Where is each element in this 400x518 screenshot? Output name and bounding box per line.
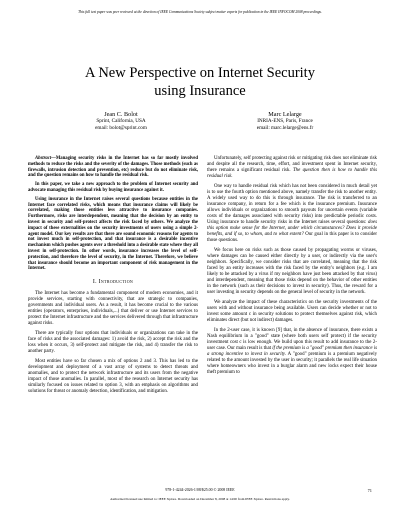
abstract-label: Abstract— [35, 156, 56, 161]
body-paragraph-5: In the 2-user case, it is known [9] that, in the absence of insurance, there exists a Nash equilibrium in a "good" state (where both users self protect) if the security investment cost c is low enough. We build upon this result to add insurance to the 2-user case. Our main result is that if the premium is a "good" premium then insurance is a strong incentive to invest in security. A "good" premium is a premium negatively related to the amount invested by the user in security; it parallels the real life situation where homeowners who invest in a burglar alarm and new locks expect their house theft premium to [207, 328, 378, 375]
author-name: Jean C. Bolot [104, 111, 138, 118]
intro-paragraph-1: The Internet has become a fundamental component of modern economies, and it provide services, starting with connectivity, that are strategic to companies, governments and individual users. As a result, it has become crucial to the various entities (operators, enterprises, individuals,...) that deliver or use Internet services to protect the Internet infrastructure and the services delivered through that infrastructure against risks. [28, 291, 198, 327]
author-email: email: marc.lelarge@ens.fr [256, 125, 314, 132]
abstract-paragraph-2: In this paper, we take a new approach to the problem of Internet security and advocate managing this residual risk by buying insurance against it. [28, 182, 198, 193]
left-column [28, 156, 198, 399]
abstract [28, 156, 198, 272]
body-paragraph-4: We analyze the impact of these characteristics on the security investments of the users with and without insurance being available. Users can decide whether or not to invest some amount c in security solutions to protect themselves against risk, which eliminates direct (but not indirect) damages. [207, 300, 377, 323]
intro-paragraph-3: Most entities have so far chosen a mix of options 2 and 3. This has led to the development and deployment of a vast array of systems to detect threats and anomalies, and to protect the network infrastructure and its users from the negative impact of those anomalies. In parallel, most of the research on Internet security has similarly focused on issues related to option 3, with an emphasis on algorithms and solutions for threat or anomaly detection, identification, and mitigation. [28, 359, 198, 395]
author-affiliation: Sprint, California, USA [96, 118, 146, 125]
authorized-use-line: Authorized licensed use limited to: IEEE Xplore. Downloaded on December 8, 2008 at 14:00 from IEEE Xplore. Restrictions apply. [110, 497, 290, 501]
intro-paragraph-2: There are typically four options that individuals or organizations can take in the face of risks and the associated damages: 1) avoid the risk, 2) accept the risk and the loss when it occurs, 3) self-protect and mitigate the risk, and 4) transfer the risk to another party. [28, 331, 198, 355]
body-paragraph-1: Unfortunately, self protecting against risk or mitigating risk does not eliminate risk and despite all the research, time, effort, and investment spent in Internet security, there remains a significant residual risk. The question then is how to handle this residual risk. [207, 156, 377, 179]
page-number: 71 [367, 488, 372, 493]
author-name: Marc Lelarge [268, 111, 302, 118]
paper-title [40, 64, 360, 100]
author-email: email: bolot@sprint.com [95, 125, 147, 132]
peer-review-notice: This full text paper was peer reviewed at the direction of IEEE Communications Society subject matter experts for publication in the IEEE INFOCOM 2008 proceedings. [78, 10, 322, 14]
body-paragraph-2: One way to handle residual risk which has not been considered in much detail yet is to use the fourth option mentioned above, namely transfer the risk to another entity. A widely used way to do this is through insurance. The risk is transferred to an insurance company, in return for a fee which is the insurance premium. Insurance allows individuals or organizations to smooth payouts for uncertain events (variable costs of the damages associated with security risks) into predictable periodic costs. Using insurance to handle security risks in the Internet raises several questions: does this option make sense for the Internet, under which circumstances? Does it provide benefits, and if so, to whom, and to what extent? Our goal in this paper is to consider those questions. [207, 184, 378, 243]
author-block-1 [46, 111, 196, 133]
right-column [207, 156, 377, 380]
author-affiliation: INRIA-ENS, Paris, France [257, 118, 313, 125]
abstract-paragraph-1: Abstract—Managing security risks in the Internet has so far mostly involved methods to reduce the risks and the severity of the damages. Those methods (such as firewalls, intrusion detection and prevention, etc) reduce but do not eliminate risk, and the question remains on how to handle the residual risk. [28, 156, 198, 179]
section-heading-introduction: I. Introduction [92, 279, 134, 286]
title-line-1: A New Perspective on Internet Security [85, 65, 315, 81]
copyright-line: 978-1-4244-2026-1/08/$25.00 © 2008 IEEE [165, 488, 235, 492]
title-line-2: using Insurance [154, 83, 246, 99]
abstract-paragraph-3: Using insurance in the Internet raises several questions because entities in the Internet face correlated risks, which means that insurance claims will likely be correlated, making those entities less attractive to insurance companies. Furthermore, risks are interdependent, meaning that the decision by an entity to invest in security and self-protect affects the risk faced by others. We analyze the impact of these externalities on the security investments of users using a simple 2-agent model. Our key results are that there are sound economic reasons for agents to not invest much in self-protection, and that insurance is a desirable incentive mechanism which pushes agents over a threshold into a desirable state where they all invest in self-protection. In other words, insurance increases the level of self-protection, and therefore the level of security, in the Internet. Therefore, we believe that insurance should become an important component of risk management in the Internet. [28, 196, 198, 272]
author-block-2 [210, 111, 360, 133]
body-paragraph-3: We focus here on risks such as those caused by propagating worms or viruses, where damages can be caused either directly by a user, or indirectly via the user's neighbors. Specifically, we consider risks that are correlated, meaning that the risk faced by an entity increases with the risk faced by the entity's neighbors (e.g. I am likely to be attacked by a virus if my neighbors have just been attacked by that virus) and interdependent, meaning that those risks depend on the behavior of other entities in the network (such as their decisions to invest in security). Thus, the reward for a user investing in security depends on the general level of security in the network. [207, 248, 377, 295]
